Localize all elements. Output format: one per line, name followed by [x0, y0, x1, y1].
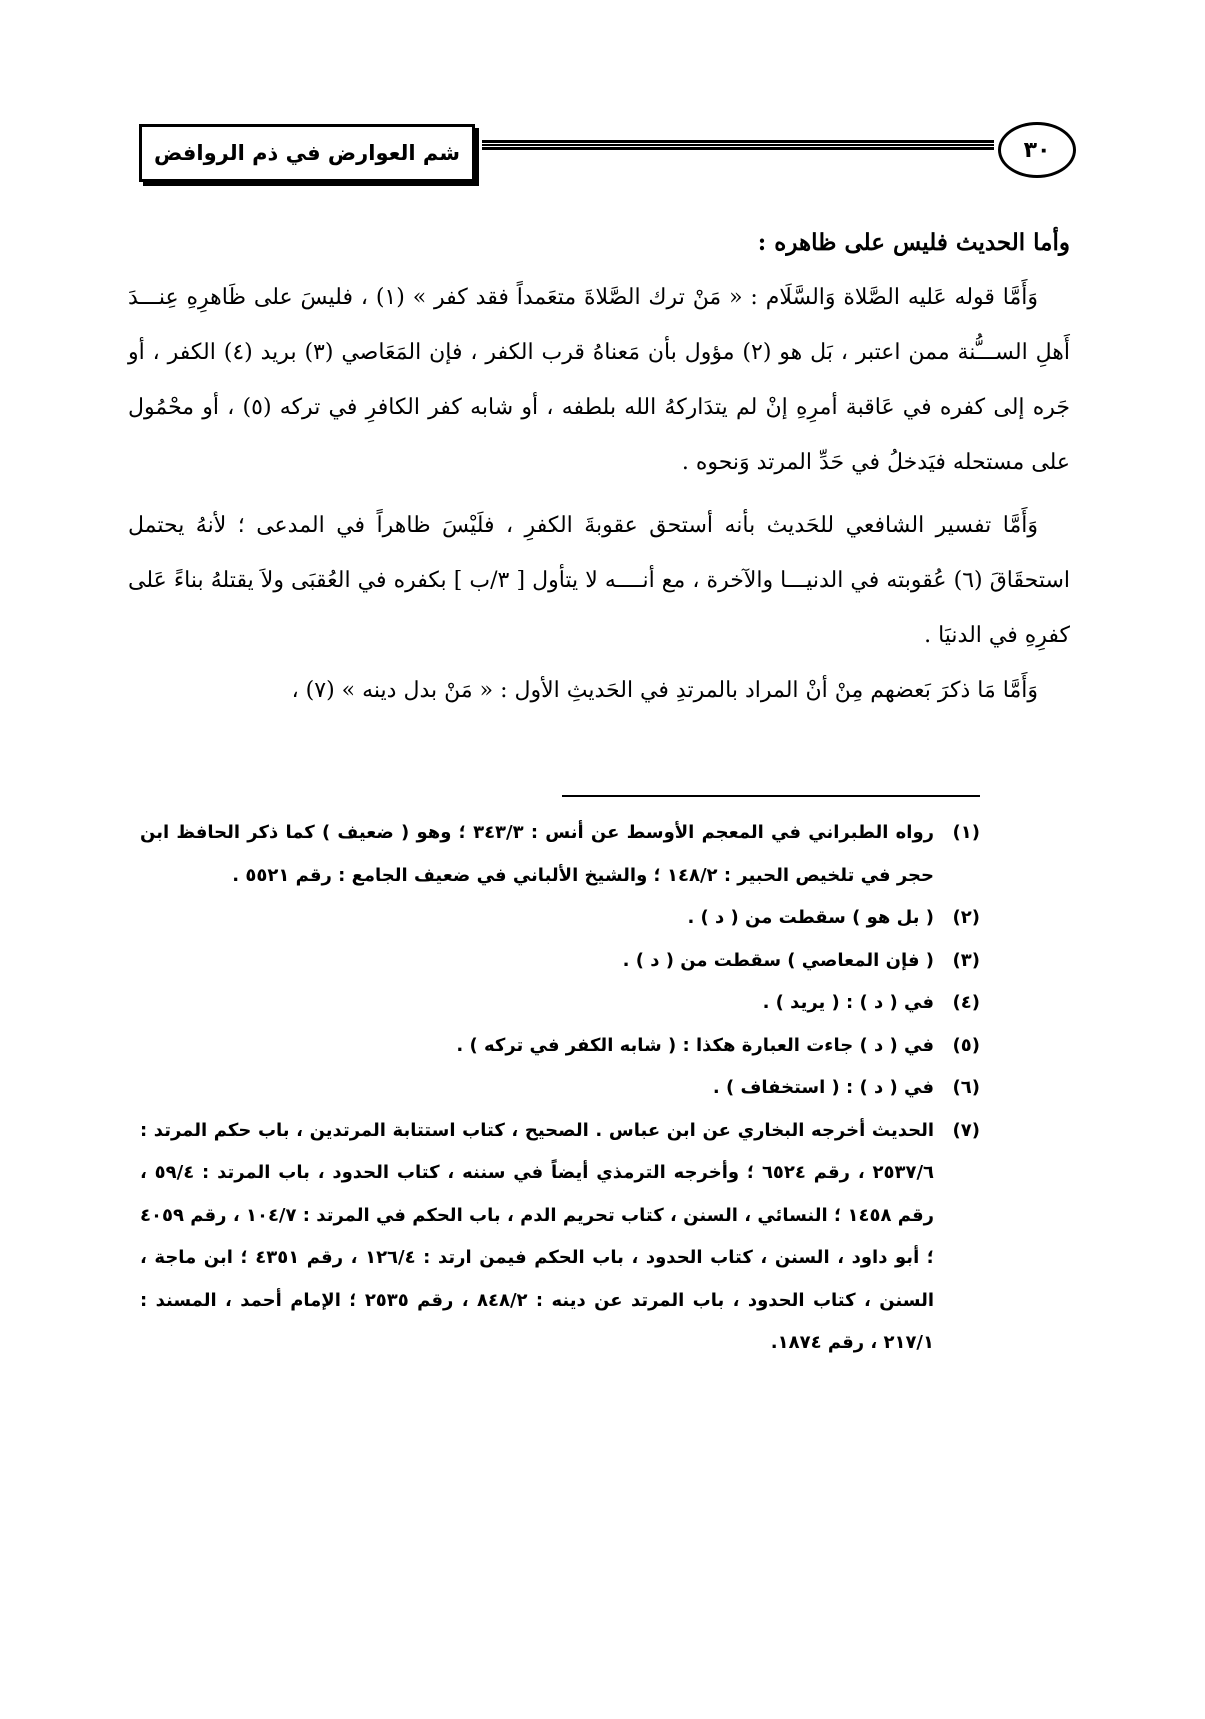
footnote-text: ( بل هو ) سقطت من ( د ) .: [687, 907, 934, 928]
header-rule: [482, 140, 994, 150]
footnote-text: رواه الطبراني في المعجم الأوسط عن أنس : ٣٤٣/٣ ؛ وهو ( ضعيف ) كما ذكر الحافظ ابن حجر في تلخيص الحبير : ١٤٨/٢ ؛ والشيخ الألباني في ضعيف الجامع : رقم ٥٥٢١ .: [140, 822, 935, 886]
footnote: [140, 1067, 980, 1110]
footnote-text: في ( د ) : ( استخفاف ) .: [712, 1077, 934, 1098]
paragraph: وَأَمَّا قوله عَليه الصَّلاة وَالسَّلَام : « مَنْ ترك الصَّلاةَ متعَمداً فقد كفر » (١) ، فليسَ على ظَاهرِهِ عِنـــدَ أَهلِ الســـُّنة ممن اعتبر ، بَل هو (٢) مؤول بأن مَعناهُ قرب الكفر ، فإن المَعَاصي (٣) بريد (٤) الكفر ، أو جَره إلى كفره في عَاقبة أمرِهِ إنْ لم يتدَاركهُ الله بلطفه ، أو شابه كفر الكافرِ في تركه (٥) ، أو محْمُول على مستحله فيَدخلُ في حَدِّ المرتد وَنحوه .: [128, 285, 1071, 475]
footnotes: [140, 812, 980, 1365]
footnote: [140, 1025, 980, 1068]
footnote: [140, 940, 980, 983]
footnote-text: ( فإن المعاصي ) سقطت من ( د ) .: [622, 949, 934, 971]
footnote: [140, 812, 980, 897]
footnote-number: (٤): [952, 992, 980, 1013]
paragraph: وَأَمَّا مَا ذكرَ بَعضهم مِنْ أنْ المراد بالمرتدِ في الحَديثِ الأول : « مَنْ بدل دينه » (٧) ،: [291, 678, 1038, 703]
footnote-number: (٢): [952, 907, 980, 928]
paragraph: وَأَمَّا تفسير الشافعي للحَديث بأنه أستحق عقوبةَ الكفرِ ، فلَيْسَ ظاهراً في المدعى ؛ لأنهُ يحتمل استحقَاقَ (٦) عُقوبته في الدنيـــا والآخرة ، مع أنــــه لا يتأول [ ٣/ب ] بكفره في العُقبَى ولاَ يقتلهُ بناءً عَلى كفرِهِ في الدنيَا .: [128, 513, 1070, 648]
footnote-number: (٥): [952, 1034, 980, 1056]
footnote-text: الحديث أخرجه البخاري عن ابن عباس . الصحيح ، كتاب استتابة المرتدين ، باب حكم المرتد : ٢٥٣٧/٦ ، رقم ٦٥٢٤ ؛ وأخرجه الترمذي أيضاً في سننه ، كتاب الحدود ، باب المرتد : ٥٩/٤ ، رقم ١٤٥٨ ؛ النسائي ، السنن ، كتاب تحريم الدم ، باب الحكم في المرتد : ١٠٤/٧ ، رقم ٤٠٥٩ ؛ أبو داود ، السنن ، كتاب الحدود ، باب الحكم فيمن ارتد : ١٢٦/٤ ، رقم ٤٣٥١ ؛ ابن ماجة ، السنن ، كتاب الحدود ، باب المرتد عن دينه : ٨٤٨/٢ ، رقم ٢٥٣٥ ؛ الإمام أحمد ، المسند : ٢١٧/١ ، رقم ١٨٧٤.: [140, 1119, 935, 1353]
main-text: [128, 215, 1070, 718]
footnote: [140, 1110, 980, 1365]
footnote-number: (٧): [952, 1119, 980, 1141]
page-header: [135, 118, 1070, 186]
book-title: شم العوارض في ذم الروافض: [139, 124, 475, 182]
footnote-number: (٦): [952, 1077, 980, 1098]
footnote: [140, 982, 980, 1025]
footnote-separator: [562, 795, 980, 797]
footnote-text: في ( د ) جاءت العبارة هكذا : ( شابه الكفر في تركه ) .: [456, 1034, 934, 1056]
footnote-text: في ( د ) : ( يريد ) .: [762, 992, 934, 1013]
section-heading: وأما الحديث فليس على ظاهره :: [757, 229, 1070, 256]
footnote-number: (١): [952, 822, 980, 843]
page-number: ٣٠: [998, 122, 1076, 178]
footnote-number: (٣): [952, 949, 980, 971]
footnote: [140, 897, 980, 940]
